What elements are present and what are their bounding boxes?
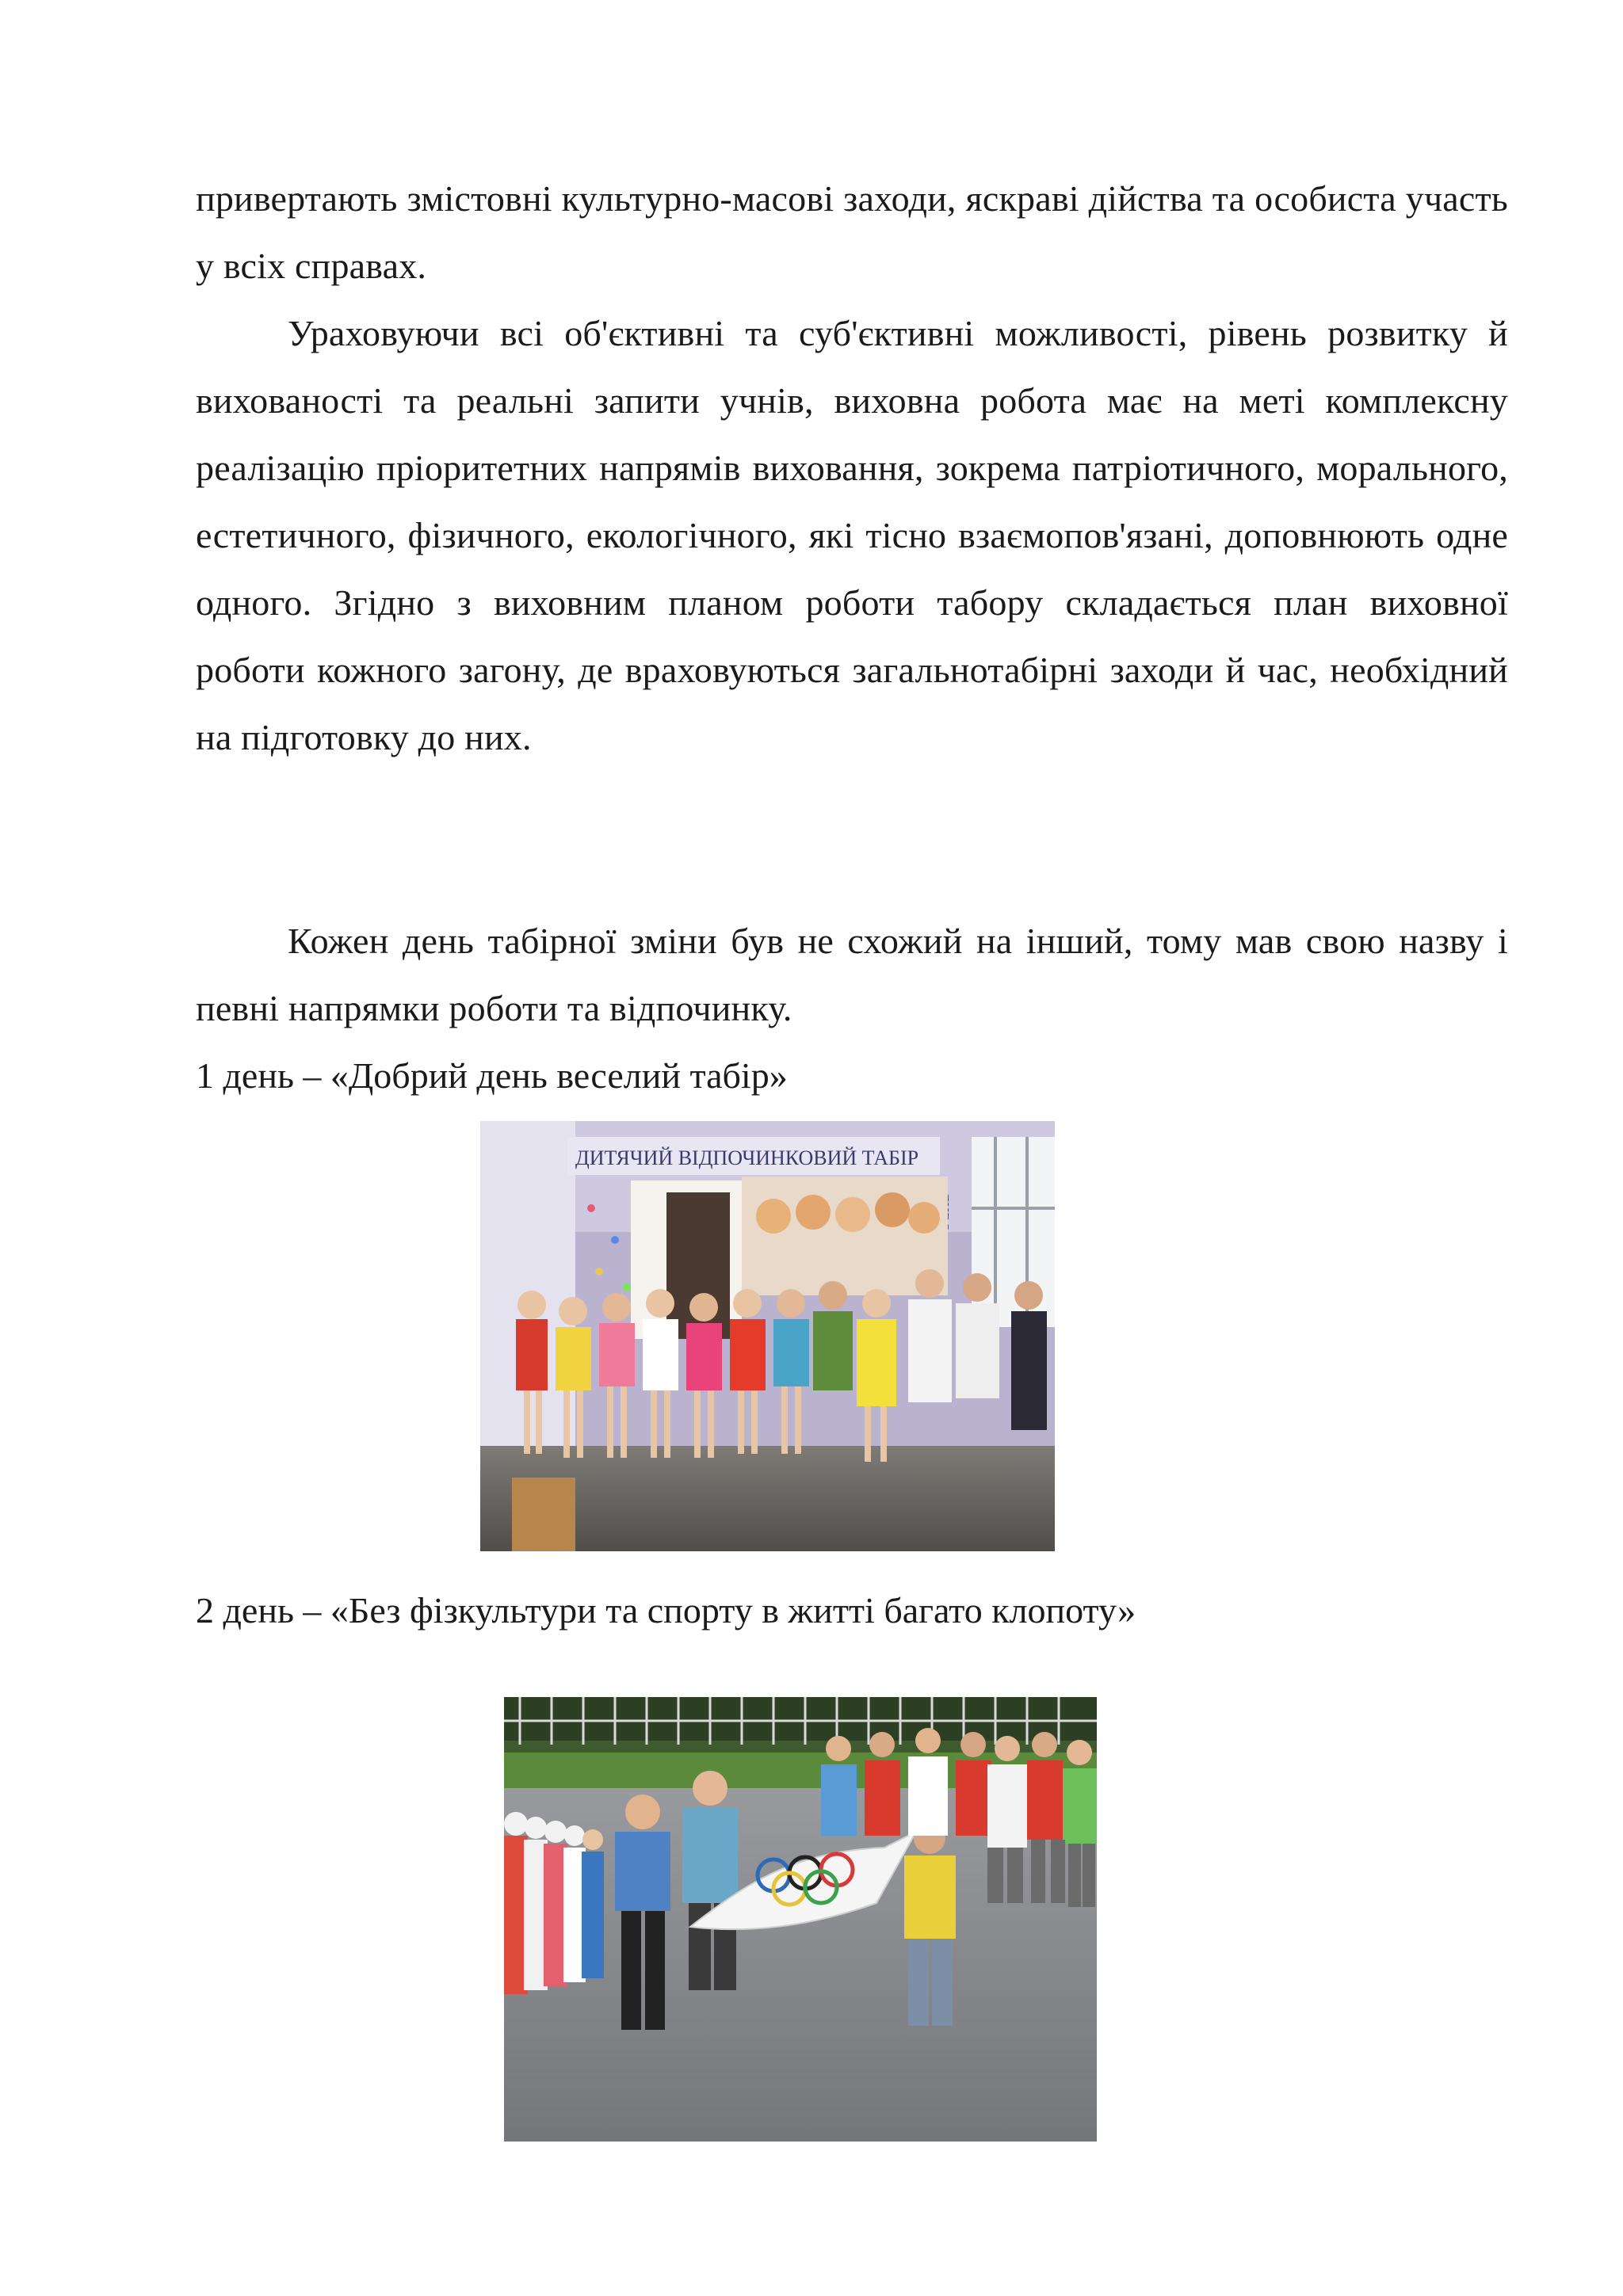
paragraph-3 [196, 907, 1508, 1042]
paragraph-2 [196, 299, 1508, 771]
day-2-heading: 2 день – «Без фізкультури та спорту в житті багато клопоту» [196, 1590, 1136, 1630]
day-1-heading: 1 день – «Добрий день веселий табір» [196, 1055, 788, 1096]
olympic-flag-photo [504, 1697, 1097, 2142]
paragraph-2-text: Ураховуючи всі об'єктивні та суб'єктивні можливості, рівень розвитку й вихованості та реальні запити учнів, виховна робота має на меті комплексну реалізацію пріоритетних напрямів виховання, зокрема патріотичного, морального, естетичного, фізичного, екологічного, які тісно взаємопов'язані, доповнюють одне одного. Згідно з виховним планом роботи табору складається план виховної роботи кожного загону, де враховуються загальнотабірні заходи й час, необхідний на підготовку до них. [196, 313, 1508, 757]
paragraph-3-text: Кожен день табірної зміни був не схожий на інший, тому мав свою назву і певні напрямки роботи та відпочинку. [196, 921, 1508, 1028]
camp-entrance-photo [480, 1121, 1055, 1551]
banner-text: ДИТЯЧИЙ ВІДПОЧИНКОВИЙ ТАБІР [575, 1146, 919, 1169]
paragraph-1-text: привертають змістовні культурно-масові заходи, яскраві дійства та особиста участь у всіх справах. [196, 178, 1508, 286]
paragraph-1 [196, 165, 1508, 299]
